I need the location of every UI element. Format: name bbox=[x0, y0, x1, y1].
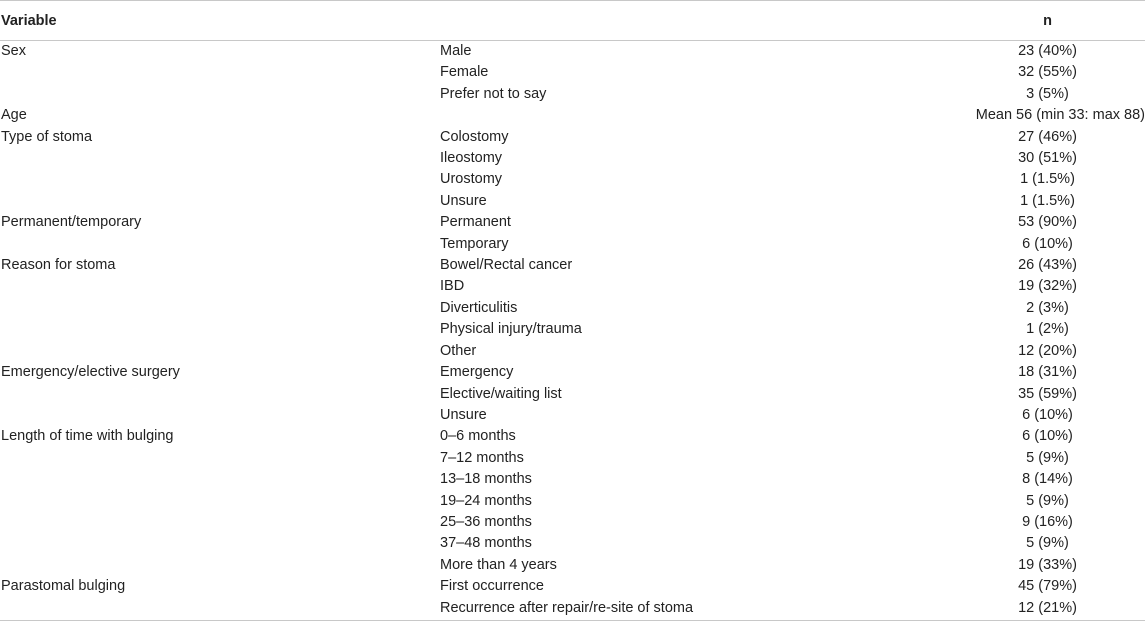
row-variable-cell bbox=[0, 555, 440, 576]
table-row bbox=[0, 576, 1145, 597]
table-row bbox=[0, 276, 1145, 297]
row-n-cell: 8 (14%) bbox=[1022, 471, 1073, 488]
row-variable-cell: Length of time with bulging bbox=[1, 428, 174, 445]
table-row bbox=[0, 341, 1145, 362]
row-variable-cell: Permanent/temporary bbox=[1, 214, 142, 231]
row-category-cell: More than 4 years bbox=[440, 556, 557, 573]
row-category-cell: Ileostomy bbox=[440, 150, 503, 167]
table-row bbox=[0, 127, 1145, 148]
row-variable-cell bbox=[0, 598, 440, 621]
row-category-cell: IBD bbox=[440, 278, 465, 295]
row-category-cell: Male bbox=[440, 43, 472, 59]
row-variable-cell bbox=[0, 148, 440, 169]
row-variable-cell bbox=[0, 276, 440, 297]
row-variable-cell bbox=[0, 191, 440, 212]
row-variable-cell bbox=[0, 62, 440, 83]
row-category-cell: 19–24 months bbox=[440, 492, 532, 509]
row-category-cell: Permanent bbox=[440, 214, 511, 231]
table-row bbox=[0, 512, 1145, 533]
row-variable-cell bbox=[0, 384, 440, 405]
header-row bbox=[0, 1, 1145, 41]
row-category-cell: 0–6 months bbox=[440, 428, 516, 445]
table-row bbox=[0, 62, 1145, 83]
header-n: n bbox=[950, 1, 1145, 41]
row-variable-cell: Age bbox=[1, 107, 27, 124]
table-row bbox=[0, 234, 1145, 255]
row-n-cell: 6 (10%) bbox=[1022, 406, 1073, 423]
table-row bbox=[0, 598, 1145, 621]
row-variable-cell: Reason for stoma bbox=[1, 257, 116, 274]
table-row bbox=[0, 426, 1145, 447]
row-category-cell: Unsure bbox=[440, 406, 487, 423]
row-variable-cell bbox=[0, 341, 440, 362]
row-variable-cell bbox=[0, 405, 440, 426]
row-category-cell: Temporary bbox=[440, 235, 509, 252]
row-n-cell: 19 (32%) bbox=[1018, 278, 1077, 295]
table-row bbox=[0, 491, 1145, 512]
row-n-cell: 5 (9%) bbox=[1026, 449, 1069, 466]
row-category-cell: Emergency bbox=[440, 364, 514, 381]
row-variable-cell bbox=[0, 512, 440, 533]
row-variable-cell: Type of stoma bbox=[1, 128, 93, 145]
table-row bbox=[0, 169, 1145, 190]
table-row bbox=[0, 533, 1145, 554]
row-n-cell: 1 (1.5%) bbox=[1020, 171, 1075, 188]
header-category bbox=[440, 1, 950, 41]
row-category-cell: Urostomy bbox=[440, 171, 503, 188]
row-variable-cell bbox=[0, 84, 440, 105]
table-row bbox=[0, 298, 1145, 319]
row-n-cell: 27 (46%) bbox=[1018, 128, 1077, 145]
header-variable: Variable bbox=[0, 1, 440, 41]
row-n-cell: 9 (16%) bbox=[1022, 513, 1073, 530]
table-row bbox=[0, 191, 1145, 212]
row-category-cell: 7–12 months bbox=[440, 449, 524, 466]
row-n-cell: 53 (90%) bbox=[1018, 214, 1077, 231]
row-category-cell: Unsure bbox=[440, 192, 487, 209]
table-row bbox=[0, 255, 1145, 276]
row-category-cell: Elective/waiting list bbox=[440, 385, 562, 402]
table-body bbox=[0, 41, 1145, 621]
row-n-cell: 2 (3%) bbox=[1026, 299, 1069, 316]
table-row bbox=[0, 448, 1145, 469]
row-n-cell: 1 (1.5%) bbox=[1020, 192, 1075, 209]
row-category-cell: Physical injury/trauma bbox=[440, 321, 582, 338]
row-n-cell: 19 (33%) bbox=[1018, 556, 1077, 573]
row-n-cell: 6 (10%) bbox=[1022, 428, 1073, 445]
row-variable-cell bbox=[0, 491, 440, 512]
row-n-cell: 30 (51%) bbox=[1018, 150, 1077, 167]
row-variable-cell bbox=[0, 319, 440, 340]
row-category-cell: Diverticulitis bbox=[440, 299, 518, 316]
table-row bbox=[0, 384, 1145, 405]
table-row bbox=[0, 148, 1145, 169]
row-n-cell: Mean 56 (min 33: max 88) bbox=[975, 107, 1145, 124]
row-variable-cell bbox=[0, 448, 440, 469]
row-n-cell: 26 (43%) bbox=[1018, 257, 1077, 274]
row-variable-cell bbox=[0, 234, 440, 255]
row-variable-cell bbox=[0, 533, 440, 554]
row-n-cell: 32 (55%) bbox=[1018, 64, 1077, 81]
row-variable-cell: Sex bbox=[1, 43, 26, 59]
table-row bbox=[0, 105, 1145, 126]
table-row bbox=[0, 405, 1145, 426]
row-category-cell: 13–18 months bbox=[440, 471, 532, 488]
row-n-cell: 18 (31%) bbox=[1018, 364, 1077, 381]
row-n-cell: 12 (21%) bbox=[950, 598, 1145, 621]
table-row bbox=[0, 362, 1145, 383]
table-header bbox=[0, 1, 1145, 41]
row-category-cell bbox=[440, 105, 950, 126]
row-n-cell: 5 (9%) bbox=[1026, 492, 1069, 509]
table-row bbox=[0, 41, 1145, 63]
row-n-cell: 23 (40%) bbox=[1018, 43, 1077, 59]
row-n-cell: 45 (79%) bbox=[1018, 578, 1077, 595]
row-category-cell: Other bbox=[440, 342, 477, 359]
row-n-cell: 12 (20%) bbox=[1018, 342, 1077, 359]
row-n-cell: 1 (2%) bbox=[1026, 321, 1069, 338]
row-variable-cell bbox=[0, 298, 440, 319]
row-category-cell: Bowel/Rectal cancer bbox=[440, 257, 573, 274]
row-category-cell: Female bbox=[440, 64, 489, 81]
row-variable-cell: Emergency/elective surgery bbox=[1, 364, 180, 381]
table-row bbox=[0, 319, 1145, 340]
row-n-cell: 5 (9%) bbox=[1026, 535, 1069, 552]
row-variable-cell bbox=[0, 169, 440, 190]
row-n-cell: 3 (5%) bbox=[1026, 85, 1069, 102]
row-category-cell: First occurrence bbox=[440, 578, 544, 595]
row-category-cell: Recurrence after repair/re-site of stoma bbox=[440, 598, 950, 621]
table-row bbox=[0, 469, 1145, 490]
row-n-cell: 6 (10%) bbox=[1022, 235, 1073, 252]
table-row bbox=[0, 84, 1145, 105]
row-category-cell: 25–36 months bbox=[440, 513, 532, 530]
table-row bbox=[0, 212, 1145, 233]
row-category-cell: 37–48 months bbox=[440, 535, 532, 552]
row-category-cell: Prefer not to say bbox=[440, 85, 547, 102]
row-category-cell: Colostomy bbox=[440, 128, 509, 145]
row-n-cell: 35 (59%) bbox=[1018, 385, 1077, 402]
row-variable-cell: Parastomal bulging bbox=[1, 578, 126, 595]
table-row bbox=[0, 555, 1145, 576]
row-variable-cell bbox=[0, 469, 440, 490]
